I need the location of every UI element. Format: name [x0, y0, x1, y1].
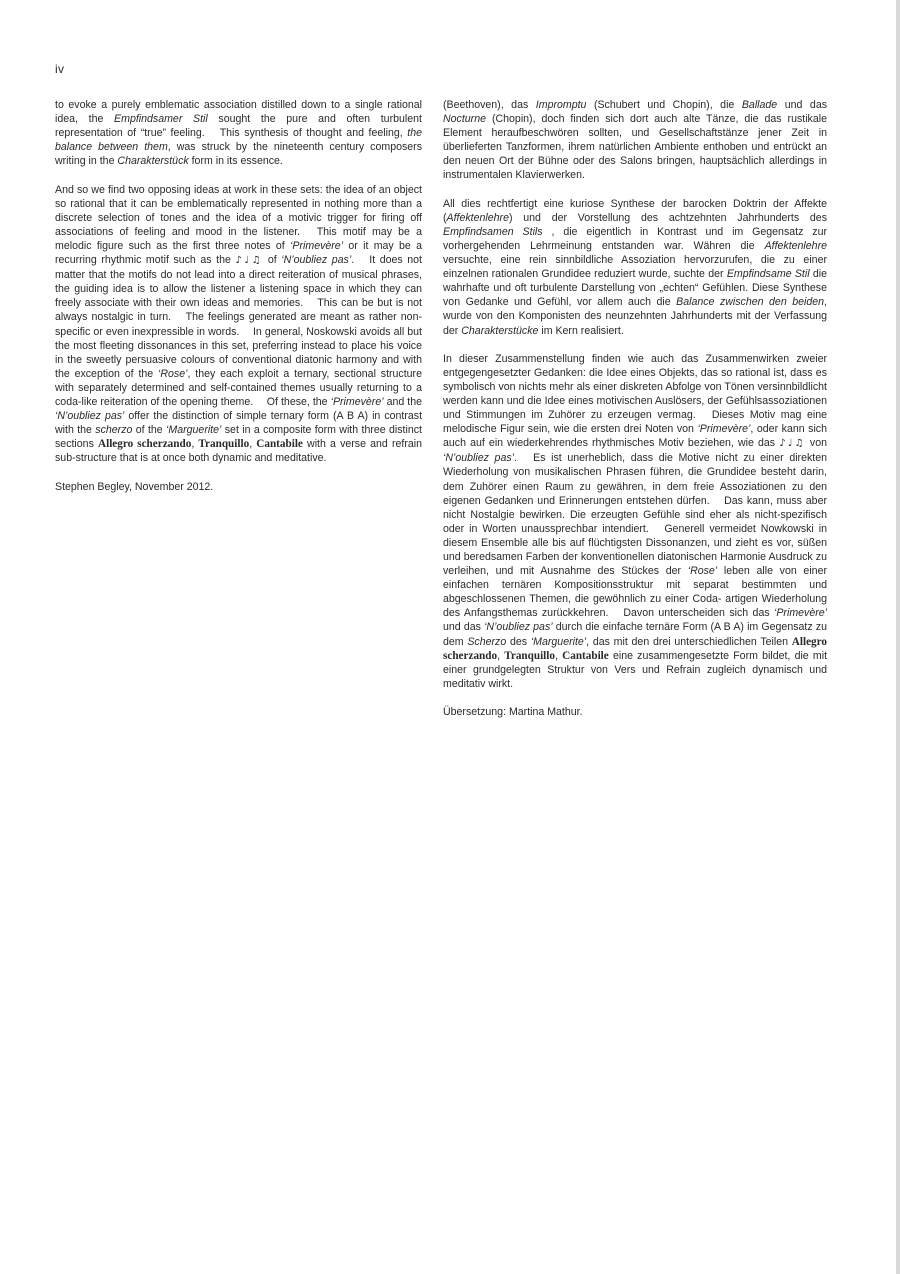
german-paragraph-1: (Beethoven), das Impromptu (Schubert und Chopin), die Ballade und das Nocturne (Chopin), doch finden sich dort auch alte Tänze, die das rustikale Element heraufbeschwören sollten, und Gesellschaftstänze jener Zeit in überlieferten Tanzformen, ihrem natürlichen Ambiente enthoben und entrückt an den neuen Ort der Bühne oder des Salons bringen, hauptsächlich allerdings in instrumentalen Klavierwerken. [443, 99, 828, 182]
english-paragraph-2: And so we find two opposing ideas at work in these sets: the idea of an object so rational that it can be emblematically represented in nothing more than a discrete selection of tones and the idea of a motivic trigger for firing off associations of feeling and mood in the listener. This motif may be a melodic figure such as the first three notes of ‘Primevère’ or it may be a recurring rhythmic motif such as the ♪♩♫ of ‘N’oubliez pas’. It does not matter that the motifs do not lead into a direct reiteration of musical phrases, the guiding idea is to allow the listener a listening space in which they can freely associate with their own ideas and memories. This can be but is not always nostalgic in turn. The feelings generated are meant as rather non-specific or even inexpressible in words. In general, Noskowski avoids all but the most fleeting dissonances in this set, preferring instead to place his voice in the sweetly persuasive colours of conventional diatonic harmony and with the exception of the ‘Rose’, they each exploit a ternary, sectional structure with separately determined and self-contained themes usually returning to a coda-like reiteration of the opening theme. Of these, the ‘Primevère’ and the ‘N’oubliez pas’ offer the distinction of simple ternary form (A B A) in contrast with the scherzo of the ‘Marguerite’ set in a composite form with three distinct sections Allegro scherzando, Tranquillo, Cantabile with a verse and refrain sub-structure that is at once both dynamic and meditative. [55, 183, 423, 465]
german-paragraph-2: All dies rechtfertigt eine kuriose Synthese der barocken Doktrin der Affekte (Affektenlehre) und der Vorstellung des achtzehnten Jahrhunderts des Empfindsamen Stils , die eigentlich in Kontrast und im Gegensatz zur vorhergehenden Lehrmeinung entstanden war. Währen die Affektenlehre versuchte, eine rein sinnbildliche Assoziation hervorzurufen, die zu einer einzelnen rationalen Grundidee reduziert wurde, suchte der Empfindsame Stil die wahrhafte und oft turbulente Darstellung von „echten“ Gefühlen. Diese Synthese von Gedanke und Gefühl, vor allem auch die Balance zwischen den beiden, wurde von den Komponisten des neunzehnten Jahrhunderts mit der Verfassung der Charakterstücke im Kern realisiert. [443, 197, 827, 337]
german-paragraph-3: In dieser Zusammenstellung finden wie auch das Zusammenwirken zweier entgegengesetzter Gedanken: die Idee eines Objekts, das so rational ist, dass es symbolisch von nichts mehr als einer diskreten Abfolge von Tönen versinnbildlicht werden kann und die Idee eines motivischen Auslösers, der Gefühlsassoziationen und Stimmungen im Zuhörer zu erzeugen vermag. Dieses Motiv mag eine melodische Figur sein, wie die ersten drei Noten von ‘Primevère’, oder kann sich auch auf ein wiederkehrendes rhythmisches Motiv beziehen, wie das ♪♩♫ von ‘N’oubliez pas’. Es ist unerheblich, dass die Motive nicht zu einer direkten Wiederholung von musikalischen Phrasen führen, die Grundidee besteht darin, dem Zuhörer einen Raum zu gewähren, in dem freie Assoziationen zu den eigenen Gedanken und Erinnerungen entstehen dürfen. Das kann, muss aber nicht Nostalgie bewirken. Die erzeugten Gefühle sind eher als nicht-spezifisch oder in Worten unaussprechbar intendiert. Generell vermeidet Nowkowski in diesem Ensemble alle bis auf flüchtigsten Dissonanzen, und zieht es vor, süßen und beredsamen Farben der konventionellen diatonischen Harmonie Ausdruck zu verleihen, und mit Ausnahme des Stückes der ‘Rose’ leben alle von einer einfachen ternären Kompositionsstruktur mit separat bestimmten und abgeschlossenen Themen, die gewöhnlich zu einer Coda- artigen Wiederholung des Anfangsthemas zurückkehren. Davon unterscheiden sich das ‘Primevère’ und das ‘N’oubliez pas’ durch die einfache ternäre Form (A B A) im Gegensatz zu dem Scherzo des ‘Marguerite’, das mit den drei unterschiedlichen Teilen Allegro scherzando, Tranquillo, Cantabile eine zusammengesetzte Form bildet, die mit einer grundgelegten Struktur von Vers und Refrain zugleich dynamisch und meditativ wirkt. [443, 352, 828, 690]
rhythm-notes-icon: ♪♩♫ [779, 438, 806, 450]
german-column [443, 98, 827, 733]
english-paragraph-1: to evoke a purely emblematic association distilled down to a single rational idea, the Empfindsamer Stil sought the pure and often turbulent representation of “true” feeling. This synthesis of thought and feeling, the balance between them, was struck by the nineteenth century composers writing in the Charakterstück form in its essence. [55, 99, 422, 168]
page-number: iv [55, 62, 65, 76]
rhythm-notes-icon: ♪♩♫ [235, 255, 264, 267]
english-signature: Stephen Begley, November 2012. [55, 480, 214, 493]
translator-credit: Übersetzung: Martina Mathur. [443, 706, 583, 719]
english-column [55, 98, 422, 508]
page-edge-shadow [896, 0, 900, 1274]
